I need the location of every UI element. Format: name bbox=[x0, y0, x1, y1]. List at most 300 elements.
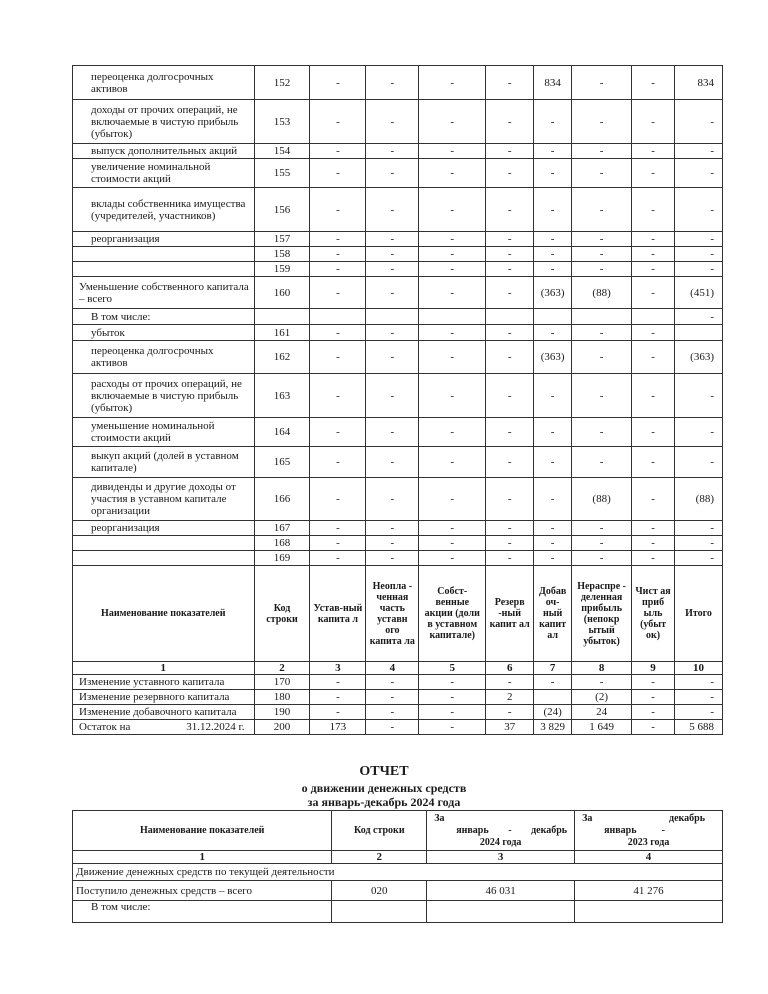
row-value: - bbox=[366, 478, 419, 521]
capital-changes-table bbox=[72, 65, 723, 735]
row-name bbox=[73, 247, 255, 262]
column-header: Код строки bbox=[254, 566, 310, 662]
capital-changes-header bbox=[73, 566, 723, 675]
row-value: - bbox=[486, 144, 534, 159]
row-code: 160 bbox=[254, 277, 310, 309]
row-value: - bbox=[310, 144, 366, 159]
column-index: 6 bbox=[486, 662, 534, 675]
row-value: - bbox=[310, 521, 366, 536]
row-value: - bbox=[366, 690, 419, 705]
row-value: - bbox=[486, 705, 534, 720]
row-value bbox=[310, 309, 366, 325]
row-value: 173 bbox=[310, 720, 366, 735]
row-value: - bbox=[572, 418, 632, 447]
row-value: - bbox=[632, 447, 675, 478]
row-value: - bbox=[486, 325, 534, 341]
row-value: - bbox=[419, 478, 486, 521]
table-row bbox=[73, 232, 723, 247]
row-name: увеличение номинальной стоимости акций bbox=[73, 159, 255, 188]
table-row bbox=[73, 705, 723, 720]
table-row bbox=[73, 478, 723, 521]
table-row bbox=[73, 551, 723, 566]
row-value: - bbox=[534, 159, 572, 188]
row-value: - bbox=[366, 159, 419, 188]
row-value: - bbox=[310, 447, 366, 478]
row-value: - bbox=[675, 100, 723, 144]
row-value: - bbox=[632, 536, 675, 551]
row-value: - bbox=[632, 341, 675, 374]
row-value: 24 bbox=[572, 705, 632, 720]
row-value: - bbox=[534, 374, 572, 418]
row-value: - bbox=[310, 66, 366, 100]
row-value bbox=[419, 309, 486, 325]
row-value: - bbox=[675, 247, 723, 262]
table-row bbox=[73, 418, 723, 447]
row-value: - bbox=[632, 675, 675, 690]
row-name: расходы от прочих операций, не включаемые в чистую прибыль (убыток) bbox=[73, 374, 255, 418]
row-value: - bbox=[675, 418, 723, 447]
row-value: - bbox=[419, 551, 486, 566]
row-code: 166 bbox=[254, 478, 310, 521]
row-value: - bbox=[675, 675, 723, 690]
row-name: убыток bbox=[73, 325, 255, 341]
table-row bbox=[73, 262, 723, 277]
cf-header-2023: За декабрь январь - 2023 года bbox=[575, 811, 723, 851]
row-code: 154 bbox=[254, 144, 310, 159]
row-value: - bbox=[632, 325, 675, 341]
column-index: 2 bbox=[254, 662, 310, 675]
row-value: - bbox=[419, 690, 486, 705]
row-value: - bbox=[366, 705, 419, 720]
row-value: - bbox=[572, 232, 632, 247]
row-value: - bbox=[572, 188, 632, 232]
row-name-text: Изменение добавочного капитала bbox=[79, 706, 237, 718]
row-value: - bbox=[534, 675, 572, 690]
row-value: - bbox=[572, 374, 632, 418]
row-value: - bbox=[534, 144, 572, 159]
row-value: - bbox=[632, 277, 675, 309]
cf-row-value-2024 bbox=[427, 901, 575, 923]
row-value bbox=[534, 309, 572, 325]
row-value: - bbox=[310, 277, 366, 309]
row-value: - bbox=[419, 675, 486, 690]
cf-row-name: Поступило денежных средств – всего bbox=[73, 881, 332, 901]
row-value bbox=[572, 309, 632, 325]
row-value: - bbox=[310, 325, 366, 341]
row-value: - bbox=[632, 551, 675, 566]
row-value: - bbox=[572, 447, 632, 478]
row-value: - bbox=[486, 478, 534, 521]
row-value: - bbox=[675, 690, 723, 705]
column-header: Добав оч-ный капит ал bbox=[534, 566, 572, 662]
column-header: Нераспре - деленная прибыль (непокр ытый убыток) bbox=[572, 566, 632, 662]
cf-row-code bbox=[332, 901, 427, 923]
row-name bbox=[73, 551, 255, 566]
row-value: - bbox=[310, 478, 366, 521]
row-value: - bbox=[310, 159, 366, 188]
cf-row-value-2023: 41 276 bbox=[575, 881, 723, 901]
row-value: 2 bbox=[486, 690, 534, 705]
row-code: 161 bbox=[254, 325, 310, 341]
row-value: - bbox=[419, 521, 486, 536]
cf-header-2024: За январь - декабрь 2024 года bbox=[427, 811, 575, 851]
row-value: - bbox=[632, 247, 675, 262]
table-row bbox=[73, 690, 723, 705]
column-index: 5 bbox=[419, 662, 486, 675]
table-row bbox=[73, 675, 723, 690]
row-value: - bbox=[419, 341, 486, 374]
row-value: - bbox=[486, 536, 534, 551]
row-value: - bbox=[419, 100, 486, 144]
row-value: - bbox=[366, 66, 419, 100]
row-code: 157 bbox=[254, 232, 310, 247]
row-code: 156 bbox=[254, 188, 310, 232]
column-header: Неопла - ченная часть уставн ого капита ла bbox=[366, 566, 419, 662]
row-value: - bbox=[419, 536, 486, 551]
cf-section-operating: Движение денежных средств по текущей деятельности bbox=[73, 864, 723, 881]
row-value: 5 688 bbox=[675, 720, 723, 735]
cf-index-2: 2 bbox=[332, 851, 427, 864]
row-value: - bbox=[366, 675, 419, 690]
row-value: - bbox=[486, 188, 534, 232]
row-code: 158 bbox=[254, 247, 310, 262]
row-value: - bbox=[419, 374, 486, 418]
column-header: Чист ая приб ыль (убыт ок) bbox=[632, 566, 675, 662]
column-index: 10 bbox=[675, 662, 723, 675]
table-row bbox=[73, 144, 723, 159]
table-row bbox=[73, 374, 723, 418]
row-value: - bbox=[419, 247, 486, 262]
row-value: - bbox=[675, 188, 723, 232]
row-value: - bbox=[632, 705, 675, 720]
row-value: - bbox=[632, 66, 675, 100]
row-value: (88) bbox=[572, 478, 632, 521]
row-value: - bbox=[419, 447, 486, 478]
row-value: - bbox=[534, 232, 572, 247]
row-value: - bbox=[534, 478, 572, 521]
row-value: - bbox=[486, 100, 534, 144]
row-value: - bbox=[534, 262, 572, 277]
row-value: - bbox=[675, 159, 723, 188]
report-subtitle: о движении денежных средств bbox=[301, 781, 467, 795]
row-code: 168 bbox=[254, 536, 310, 551]
row-name: уменьшение номинальной стоимости акций bbox=[73, 418, 255, 447]
row-value: - bbox=[675, 447, 723, 478]
row-value: - bbox=[366, 247, 419, 262]
row-value: - bbox=[632, 262, 675, 277]
row-value: 37 bbox=[486, 720, 534, 735]
row-value: - bbox=[419, 720, 486, 735]
table-row bbox=[73, 66, 723, 100]
row-value: - bbox=[419, 159, 486, 188]
row-value bbox=[675, 325, 723, 341]
row-value: - bbox=[572, 100, 632, 144]
row-value: - bbox=[310, 675, 366, 690]
row-name: выкуп акций (долей в уставном капитале) bbox=[73, 447, 255, 478]
row-value: - bbox=[310, 247, 366, 262]
row-value: - bbox=[572, 551, 632, 566]
row-value: - bbox=[419, 705, 486, 720]
table-row bbox=[73, 188, 723, 232]
row-value: - bbox=[310, 232, 366, 247]
row-name: вклады собственника имущества (учредителей, участников) bbox=[73, 188, 255, 232]
row-value: - bbox=[534, 447, 572, 478]
row-code: 190 bbox=[254, 705, 310, 720]
table-row bbox=[73, 521, 723, 536]
row-value: - bbox=[366, 551, 419, 566]
row-value: - bbox=[310, 374, 366, 418]
cf-row-name: В том числе: bbox=[73, 901, 332, 923]
row-value: 834 bbox=[675, 66, 723, 100]
row-value: - bbox=[366, 536, 419, 551]
row-value: - bbox=[310, 705, 366, 720]
row-value: - bbox=[632, 521, 675, 536]
row-value: - bbox=[366, 188, 419, 232]
cf-index-1: 1 bbox=[73, 851, 332, 864]
row-code: 163 bbox=[254, 374, 310, 418]
row-name: дивиденды и другие доходы от участия в уставном капитале организации bbox=[73, 478, 255, 521]
row-value: - bbox=[486, 521, 534, 536]
table-row bbox=[73, 447, 723, 478]
row-name bbox=[73, 675, 255, 690]
capital-changes-rows-top bbox=[73, 66, 723, 566]
column-header: Наименование показателей bbox=[73, 566, 255, 662]
row-value: - bbox=[486, 277, 534, 309]
row-value: - bbox=[366, 262, 419, 277]
row-value: - bbox=[534, 536, 572, 551]
table-row bbox=[73, 341, 723, 374]
row-value: (2) bbox=[572, 690, 632, 705]
table-row bbox=[73, 536, 723, 551]
cf-index-4: 4 bbox=[575, 851, 723, 864]
row-value: - bbox=[366, 325, 419, 341]
row-value: - bbox=[572, 521, 632, 536]
table-row bbox=[73, 325, 723, 341]
row-value: - bbox=[486, 262, 534, 277]
row-value: - bbox=[486, 675, 534, 690]
table-row bbox=[73, 100, 723, 144]
row-value: - bbox=[632, 418, 675, 447]
row-name: доходы от прочих операций, не включаемые в чистую прибыль (убыток) bbox=[73, 100, 255, 144]
row-code: 159 bbox=[254, 262, 310, 277]
row-name bbox=[73, 262, 255, 277]
row-value: - bbox=[632, 188, 675, 232]
row-code: 162 bbox=[254, 341, 310, 374]
row-value: - bbox=[534, 418, 572, 447]
row-code: 200 bbox=[254, 720, 310, 735]
row-value: - bbox=[572, 262, 632, 277]
row-value: - bbox=[675, 232, 723, 247]
row-value: - bbox=[310, 551, 366, 566]
row-value: - bbox=[486, 159, 534, 188]
row-name: переоценка долгосрочных активов bbox=[73, 341, 255, 374]
row-value: - bbox=[572, 675, 632, 690]
row-value: - bbox=[486, 66, 534, 100]
row-value: - bbox=[632, 100, 675, 144]
cf-row-code: 020 bbox=[332, 881, 427, 901]
table-row bbox=[73, 720, 723, 735]
column-index: 4 bbox=[366, 662, 419, 675]
row-name: реорганизация bbox=[73, 521, 255, 536]
row-value: (363) bbox=[675, 341, 723, 374]
row-value: - bbox=[310, 100, 366, 144]
column-index: 3 bbox=[310, 662, 366, 675]
row-value: - bbox=[632, 144, 675, 159]
row-value: (24) bbox=[534, 705, 572, 720]
row-value: - bbox=[419, 262, 486, 277]
row-value: - bbox=[534, 521, 572, 536]
row-value: - bbox=[534, 551, 572, 566]
report-title: ОТЧЕТ bbox=[359, 764, 409, 779]
row-code: 169 bbox=[254, 551, 310, 566]
row-value: - bbox=[366, 521, 419, 536]
column-header: Устав-ный капита л bbox=[310, 566, 366, 662]
table-row bbox=[73, 277, 723, 309]
row-value: - bbox=[632, 159, 675, 188]
row-value: - bbox=[534, 247, 572, 262]
row-value: - bbox=[310, 418, 366, 447]
row-value bbox=[534, 690, 572, 705]
row-value: - bbox=[486, 551, 534, 566]
column-index: 1 bbox=[73, 662, 255, 675]
column-header: Резерв -ный капит ал bbox=[486, 566, 534, 662]
row-value: - bbox=[419, 232, 486, 247]
row-value: - bbox=[366, 341, 419, 374]
row-value: 3 829 bbox=[534, 720, 572, 735]
row-value: - bbox=[675, 309, 723, 325]
row-code: 170 bbox=[254, 675, 310, 690]
row-value: (88) bbox=[572, 277, 632, 309]
row-value: - bbox=[486, 418, 534, 447]
balance-date: 31.12.2024 г. bbox=[186, 721, 245, 733]
row-value: - bbox=[366, 232, 419, 247]
column-header: Итого bbox=[675, 566, 723, 662]
row-value: - bbox=[632, 720, 675, 735]
row-value: - bbox=[675, 374, 723, 418]
row-value bbox=[366, 309, 419, 325]
row-name: Уменьшение собственного капитала – всего bbox=[73, 277, 255, 309]
row-value: - bbox=[419, 418, 486, 447]
row-value: - bbox=[572, 325, 632, 341]
row-value: - bbox=[419, 66, 486, 100]
row-name bbox=[73, 690, 255, 705]
row-value: - bbox=[366, 720, 419, 735]
row-value: - bbox=[534, 325, 572, 341]
row-value: - bbox=[310, 262, 366, 277]
row-value: - bbox=[419, 325, 486, 341]
row-name bbox=[73, 720, 255, 735]
cash-flow-table bbox=[72, 810, 723, 923]
row-value: - bbox=[310, 188, 366, 232]
row-value: - bbox=[632, 374, 675, 418]
row-value bbox=[486, 309, 534, 325]
row-value: (363) bbox=[534, 341, 572, 374]
table-row bbox=[73, 309, 723, 325]
row-value: (88) bbox=[675, 478, 723, 521]
cf-header-name: Наименование показателей bbox=[73, 811, 332, 851]
row-value: - bbox=[419, 277, 486, 309]
column-index: 7 bbox=[534, 662, 572, 675]
cf-header-code: Код строки bbox=[332, 811, 427, 851]
table-row bbox=[73, 159, 723, 188]
row-value: - bbox=[572, 159, 632, 188]
row-code: 153 bbox=[254, 100, 310, 144]
row-value: - bbox=[486, 447, 534, 478]
row-code: 155 bbox=[254, 159, 310, 188]
row-value: - bbox=[419, 144, 486, 159]
row-code bbox=[254, 309, 310, 325]
row-value: - bbox=[310, 690, 366, 705]
row-value: - bbox=[310, 536, 366, 551]
row-value: - bbox=[486, 341, 534, 374]
column-index: 8 bbox=[572, 662, 632, 675]
row-value: - bbox=[675, 144, 723, 159]
row-value: - bbox=[486, 374, 534, 418]
row-name: переоценка долгосрочных активов bbox=[73, 66, 255, 100]
cf-row-value-2024: 46 031 bbox=[427, 881, 575, 901]
row-name-text: Изменение уставного капитала bbox=[79, 676, 225, 688]
row-name bbox=[73, 536, 255, 551]
table-row bbox=[73, 247, 723, 262]
row-value: - bbox=[366, 100, 419, 144]
cf-index-3: 3 bbox=[427, 851, 575, 864]
row-name-text: Остаток на bbox=[79, 721, 131, 733]
row-name: выпуск дополнительных акций bbox=[73, 144, 255, 159]
row-value: 1 649 bbox=[572, 720, 632, 735]
report-period: за январь-декабрь 2024 года bbox=[307, 795, 461, 809]
row-name: В том числе: bbox=[73, 309, 255, 325]
row-value bbox=[632, 309, 675, 325]
row-value: (451) bbox=[675, 277, 723, 309]
row-name bbox=[73, 705, 255, 720]
row-code: 167 bbox=[254, 521, 310, 536]
row-value: - bbox=[486, 232, 534, 247]
row-value: - bbox=[675, 262, 723, 277]
row-value: - bbox=[675, 521, 723, 536]
row-value: - bbox=[486, 247, 534, 262]
row-value: - bbox=[572, 341, 632, 374]
column-index: 9 bbox=[632, 662, 675, 675]
row-value: - bbox=[366, 144, 419, 159]
row-value: - bbox=[366, 277, 419, 309]
row-value: - bbox=[366, 374, 419, 418]
row-code: 180 bbox=[254, 690, 310, 705]
row-value: - bbox=[632, 478, 675, 521]
row-name-text: Изменение резервного капитала bbox=[79, 691, 230, 703]
row-value: - bbox=[572, 247, 632, 262]
row-code: 152 bbox=[254, 66, 310, 100]
row-value: - bbox=[572, 536, 632, 551]
row-value: - bbox=[310, 341, 366, 374]
row-value: - bbox=[534, 188, 572, 232]
row-name: реорганизация bbox=[73, 232, 255, 247]
row-code: 165 bbox=[254, 447, 310, 478]
row-value: - bbox=[366, 447, 419, 478]
row-value: - bbox=[675, 551, 723, 566]
column-header: Собст-венные акции (доли в уставном капитале) bbox=[419, 566, 486, 662]
row-value: - bbox=[572, 66, 632, 100]
row-value: - bbox=[419, 188, 486, 232]
row-value: (363) bbox=[534, 277, 572, 309]
row-value: 834 bbox=[534, 66, 572, 100]
row-value: - bbox=[534, 100, 572, 144]
row-code: 164 bbox=[254, 418, 310, 447]
row-value: - bbox=[366, 418, 419, 447]
row-value: - bbox=[632, 690, 675, 705]
cf-row-value-2023 bbox=[575, 901, 723, 923]
row-value: - bbox=[572, 144, 632, 159]
capital-changes-rows-bottom bbox=[73, 675, 723, 735]
